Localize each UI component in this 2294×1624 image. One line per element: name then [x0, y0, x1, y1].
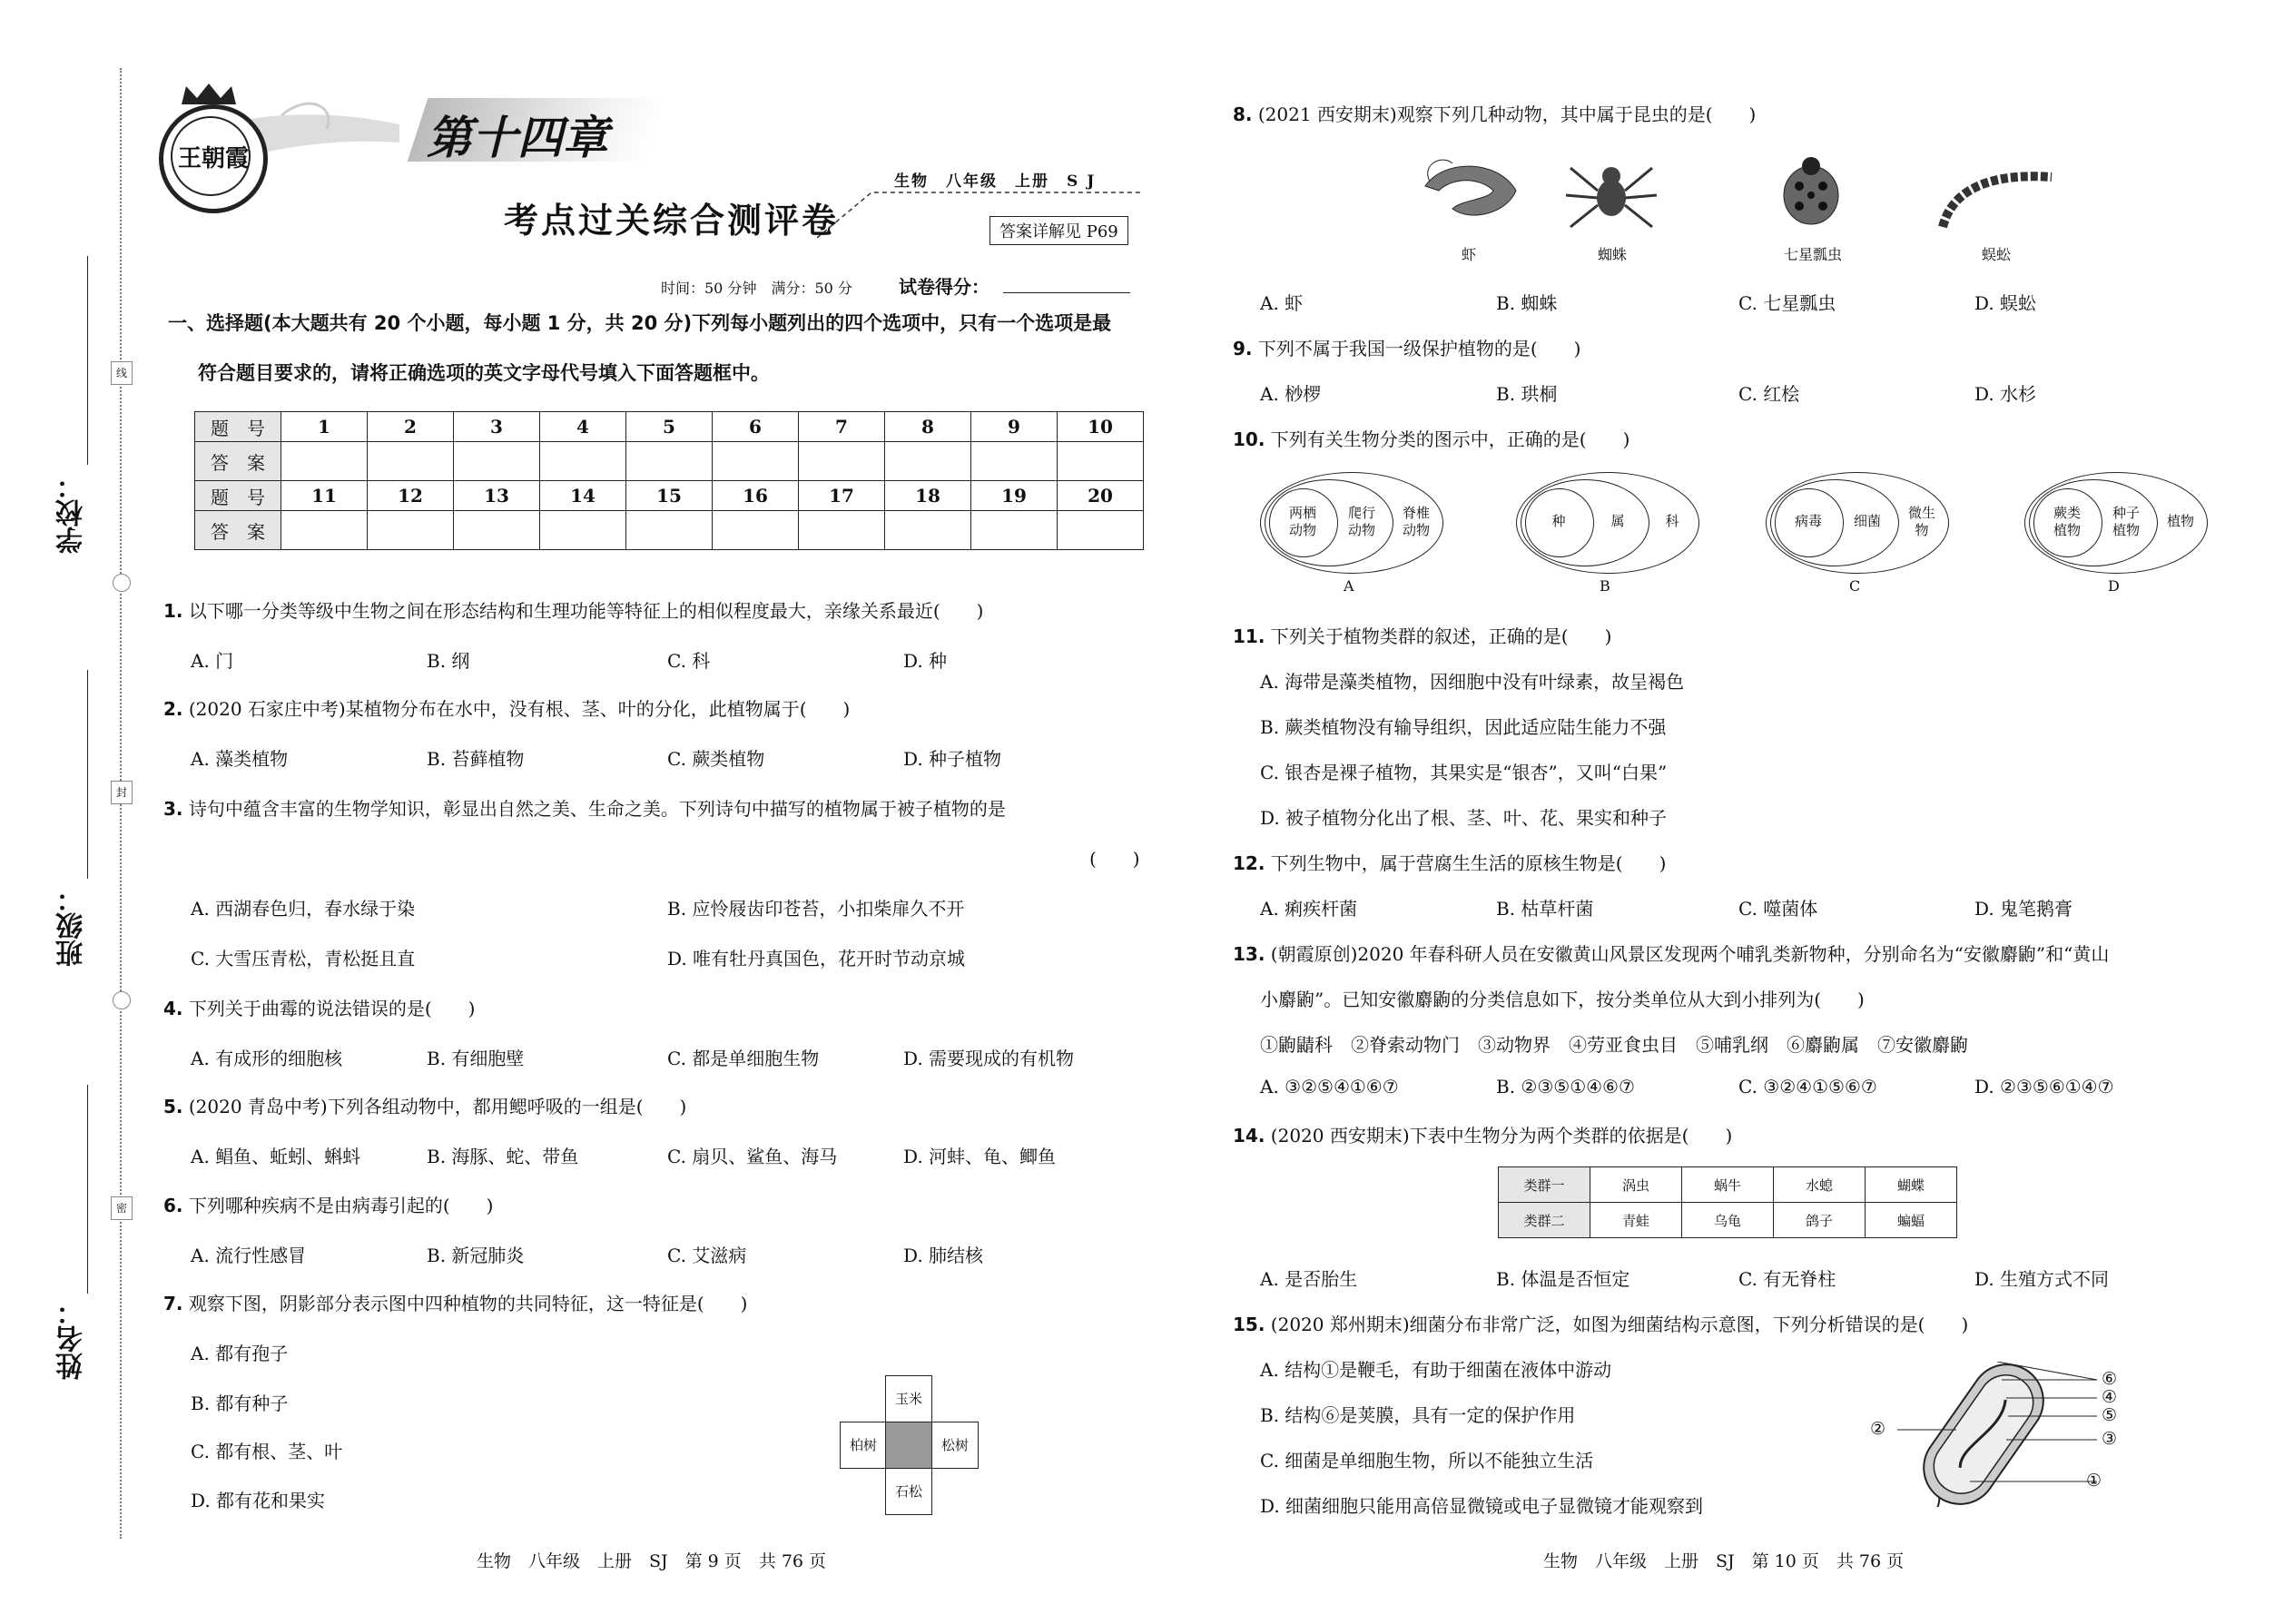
diagram-letter: C: [1849, 577, 1861, 595]
diagram-label: 脊椎 动物: [1402, 505, 1430, 538]
animal-caption: 蜘蛛: [1598, 246, 1628, 263]
option[interactable]: B. 蕨类植物没有输导组织，因此适应陆生能力不强: [1260, 716, 1667, 738]
grid-ans-label: 答 案: [195, 442, 281, 481]
answer-cell[interactable]: [713, 511, 799, 550]
option[interactable]: D. 生殖方式不同: [1974, 1268, 2110, 1290]
option[interactable]: B. 珙桐: [1496, 383, 1558, 405]
cross-bottom: 石松: [885, 1468, 932, 1515]
question-4: 4. 下列关于曲霉的说法错误的是( ): [163, 998, 476, 1019]
option[interactable]: D. 需要现成的有机物: [903, 1048, 1075, 1069]
spider-icon: [1561, 145, 1661, 236]
question-14: 14. (2020 西安期末)下表中生物分为两个类群的依据是( ): [1233, 1125, 1733, 1147]
answer-cell[interactable]: [368, 511, 454, 550]
chapter-title: 第十四章: [427, 112, 608, 164]
option[interactable]: C. 艾滋病: [667, 1245, 747, 1266]
animal-caption: 虾: [1462, 246, 1477, 263]
diagram-label: 种: [1551, 513, 1566, 529]
option[interactable]: C. 都有根、茎、叶: [191, 1441, 343, 1462]
grid-num: 9: [971, 412, 1058, 442]
option[interactable]: C. ③②④①⑤⑥⑦: [1738, 1076, 1877, 1097]
animal-caption: 七星瓢虫: [1784, 246, 1843, 263]
question-2: 2. (2020 石家庄中考)某植物分布在水中，没有根、茎、叶的分化，此植物属于( ): [163, 698, 851, 720]
grid-num: 13: [454, 481, 540, 511]
diagram-letter: D: [2108, 577, 2120, 595]
option[interactable]: D. 被子植物分化出了根、茎、叶、花、果实和种子: [1260, 807, 1668, 829]
name-label: 姓名：: [56, 1298, 88, 1380]
option[interactable]: B. 有细胞壁: [427, 1048, 525, 1069]
crown-icon: [177, 82, 241, 107]
diagram-label: 细菌: [1853, 513, 1881, 529]
binding-hole: [113, 574, 131, 592]
score-label: 试卷得分：: [899, 276, 989, 298]
option[interactable]: B. 体温是否恒定: [1496, 1268, 1630, 1290]
logo-seal: [159, 104, 268, 213]
option[interactable]: A. 鲳鱼、蚯蚓、蝌蚪: [191, 1146, 361, 1167]
option[interactable]: B. 蜘蛛: [1496, 292, 1558, 314]
classify-table: [1498, 1166, 1957, 1238]
bacterium-label: ⑤: [2102, 1405, 2118, 1425]
option[interactable]: D. 河蚌、龟、鲫鱼: [903, 1146, 1057, 1167]
bacterium-label: ①: [2086, 1471, 2102, 1491]
question-11: 11. 下列关于植物类群的叙述，正确的是( ): [1233, 625, 1612, 647]
school-line: [87, 256, 88, 465]
time-score-info: 时间：50 分钟 满分：50 分: [661, 280, 852, 297]
binding-mark: 线: [111, 361, 133, 385]
option[interactable]: C. 大雪压青松，青松挺且直: [191, 948, 416, 969]
diagram-label: 属: [1610, 513, 1625, 529]
option[interactable]: D. 种子植物: [903, 748, 1002, 770]
option[interactable]: D. 蜈蚣: [1974, 292, 2037, 314]
option[interactable]: A. 藻类植物: [191, 748, 289, 770]
option[interactable]: B. 苔藓植物: [427, 748, 525, 770]
option[interactable]: A. 是否胎生: [1260, 1268, 1358, 1290]
diagram-label: 爬行 动物: [1347, 505, 1375, 538]
option[interactable]: C. 噬菌体: [1738, 898, 1818, 920]
option[interactable]: A. 痢疾杆菌: [1260, 898, 1358, 920]
table-cell: 乌龟: [1682, 1203, 1774, 1238]
option[interactable]: C. 有无脊柱: [1738, 1268, 1836, 1290]
question-13: 13. (朝霞原创)2020 年春科研人员在安徽黄山风景区发现两个哺乳类新物种，分别命名为“安徽麝鼩”和“黄山: [1233, 943, 2110, 965]
score-input[interactable]: [1003, 292, 1130, 293]
table-cell: 涡虫: [1590, 1167, 1682, 1203]
grid-num: 16: [713, 481, 799, 511]
option[interactable]: C. 红桧: [1738, 383, 1800, 405]
option[interactable]: D. ②③⑤⑥①④⑦: [1974, 1076, 2114, 1097]
grid-num: 10: [1058, 412, 1144, 442]
diagram-label: 种子 植物: [2112, 505, 2140, 538]
footer-right: 生物 八年级 上册 SJ 第 10 页 共 76 页: [1543, 1551, 1905, 1571]
diagram-label: 病毒: [1794, 513, 1822, 529]
answer-cell[interactable]: [1058, 511, 1144, 550]
binding-mark: 密: [111, 1196, 133, 1220]
option[interactable]: B. 应怜屐齿印苍苔，小扣柴扉久不开: [667, 898, 965, 920]
grid-num: 12: [368, 481, 454, 511]
answer-cell[interactable]: [971, 511, 1058, 550]
diagram-label: 植物: [2166, 513, 2194, 529]
answer-cell[interactable]: [540, 442, 626, 481]
option[interactable]: B. 结构⑥是荚膜，具有一定的保护作用: [1260, 1404, 1576, 1426]
question-6: 6. 下列哪种疾病不是由病毒引起的( ): [163, 1195, 494, 1216]
class-label: 班级：: [56, 885, 88, 967]
option[interactable]: A. 西湖春色归，春水绿于染: [191, 898, 416, 920]
diagram-label: 蕨类 植物: [2053, 505, 2081, 538]
grid-num: 18: [885, 481, 971, 511]
option[interactable]: A. ③②⑤④①⑥⑦: [1260, 1076, 1399, 1097]
grid-ans-label: 答 案: [195, 511, 281, 550]
answer-cell[interactable]: [454, 442, 540, 481]
table-cell: 水螅: [1774, 1167, 1866, 1203]
answer-ref: 答案详解见 P69: [989, 216, 1128, 245]
grid-num: 19: [971, 481, 1058, 511]
option[interactable]: B. 枯草杆菌: [1496, 898, 1594, 920]
grid-num-label: 题 号: [195, 481, 281, 511]
book-meta: 生物 八年级 上册 S J: [894, 172, 1097, 191]
logo-text: 王朝霞: [177, 145, 249, 172]
binding-mark: 封: [111, 781, 133, 804]
grid-num: 15: [626, 481, 713, 511]
cross-left: 柏树: [840, 1422, 887, 1469]
option[interactable]: A. 门: [191, 650, 234, 672]
option[interactable]: A. 有成形的细胞核: [191, 1048, 343, 1069]
question-3: 3. 诗句中蕴含丰富的生物学知识，彰显出自然之美、生命之美。下列诗句中描写的植物属于被子植物的是: [163, 798, 1006, 820]
option[interactable]: C. 银杏是裸子植物，其果实是“银杏”，又叫“白果”: [1260, 762, 1668, 783]
option[interactable]: C. 蕨类植物: [667, 748, 765, 770]
section-instructions-2: 符合题目要求的，请将正确选项的英文字母代号填入下面答题框中。: [198, 362, 770, 384]
question-9: 9. 下列不属于我国一级保护植物的是( ): [1233, 338, 1581, 359]
grid-num: 20: [1058, 481, 1144, 511]
footer-left: 生物 八年级 上册 SJ 第 9 页 共 76 页: [477, 1551, 827, 1571]
table-cell: 鸽子: [1774, 1203, 1866, 1238]
bacterium-diagram: [1870, 1362, 2170, 1507]
option[interactable]: A. 海带是藻类植物，因细胞中没有叶绿素，故呈褐色: [1260, 671, 1685, 693]
option[interactable]: C. 细菌是单细胞生物，所以不能独立生活: [1260, 1450, 1594, 1471]
exam-subtitle: 考点过关综合测评卷: [504, 201, 840, 241]
option[interactable]: A. 都有孢子: [191, 1343, 289, 1364]
answer-cell[interactable]: [1058, 442, 1144, 481]
question-7: 7. 观察下图，阴影部分表示图中四种植物的共同特征，这一特征是( ): [163, 1293, 748, 1314]
grid-num: 14: [540, 481, 626, 511]
answer-cell[interactable]: [368, 442, 454, 481]
answer-cell[interactable]: [885, 442, 971, 481]
animal-caption: 蜈蚣: [1982, 246, 2012, 263]
cross-shaded: [885, 1422, 932, 1469]
class-line: [87, 670, 88, 879]
centipede-icon: [1934, 154, 2061, 236]
shrimp-icon: [1416, 150, 1525, 231]
option[interactable]: B. 新冠肺炎: [427, 1245, 525, 1266]
table-cell: 蝴蝶: [1866, 1167, 1957, 1203]
bacterium-label: ②: [1870, 1419, 1886, 1439]
diagram-label: 两栖 动物: [1288, 505, 1316, 538]
grid-num: 4: [540, 412, 626, 442]
diagram-label: 微生 物: [1907, 505, 1935, 538]
answer-cell[interactable]: [281, 511, 368, 550]
question-5: 5. (2020 青岛中考)下列各组动物中，都用鳃呼吸的一组是( ): [163, 1096, 687, 1117]
answer-paren: ( ): [1089, 848, 1140, 870]
answer-cell[interactable]: [713, 442, 799, 481]
taxonomy-list: ①鼩鼱科 ②脊索动物门 ③动物界 ④劳亚食虫目 ⑤哺乳纲 ⑥麝鼩属 ⑦安徽麝鼩: [1260, 1034, 1968, 1056]
question-8: 8. (2021 西安期末)观察下列几种动物，其中属于昆虫的是( ): [1233, 103, 1757, 125]
option[interactable]: C. 七星瓢虫: [1738, 292, 1836, 314]
question-13-cont: 小麝鼩”。已知安徽麝鼩的分类信息如下，按分类单位从大到小排列为( ): [1260, 989, 1865, 1010]
option[interactable]: D. 种: [903, 650, 948, 672]
cross-top: 玉米: [885, 1375, 932, 1422]
table-cell: 类群一: [1499, 1167, 1590, 1203]
question-1: 1. 以下哪一分类等级中生物之间在形态结构和生理功能等特征上的相似程度最大，亲缘关系最近( ): [163, 600, 984, 622]
option[interactable]: A. 结构①是鞭毛，有助于细菌在液体中游动: [1260, 1359, 1612, 1381]
grid-num: 2: [368, 412, 454, 442]
option[interactable]: C. 都是单细胞生物: [667, 1048, 820, 1069]
option[interactable]: D. 都有花和果实: [191, 1490, 326, 1511]
bacterium-label: ③: [2102, 1429, 2118, 1449]
option[interactable]: D. 肺结核: [903, 1245, 984, 1266]
ladybug-icon: [1770, 150, 1852, 231]
answer-cell[interactable]: [281, 442, 368, 481]
answer-cell[interactable]: [885, 511, 971, 550]
school-label: 学校：: [56, 472, 88, 554]
answer-cell[interactable]: [971, 442, 1058, 481]
option[interactable]: D. 鬼笔鹅膏: [1974, 898, 2073, 920]
answer-cell[interactable]: [540, 511, 626, 550]
name-line: [87, 1085, 88, 1294]
binding-hole: [113, 991, 131, 1009]
option[interactable]: D. 细菌细胞只能用高倍显微镜或电子显微镜才能观察到: [1260, 1495, 1704, 1517]
option[interactable]: D. 水杉: [1974, 383, 2037, 405]
bacterium-label: ⑥: [2102, 1369, 2118, 1389]
table-cell: 蝙蝠: [1866, 1203, 1957, 1238]
grid-num: 17: [799, 481, 885, 511]
diagram-label: 科: [1665, 513, 1679, 529]
answer-cell[interactable]: [799, 442, 885, 481]
grid-num: 5: [626, 412, 713, 442]
option[interactable]: C. 扇贝、鲨鱼、海马: [667, 1146, 838, 1167]
option[interactable]: A. 桫椤: [1260, 383, 1322, 405]
option[interactable]: A. 流行性感冒: [191, 1245, 307, 1266]
diagram-letter: A: [1344, 577, 1354, 595]
cross-right: 松树: [931, 1422, 979, 1469]
answer-cell[interactable]: [799, 511, 885, 550]
option[interactable]: D. 唯有牡丹真国色，花开时节动京城: [667, 948, 966, 969]
table-cell: 类群二: [1499, 1203, 1590, 1238]
option[interactable]: C. 科: [667, 650, 711, 672]
grid-num: 3: [454, 412, 540, 442]
grid-num: 8: [885, 412, 971, 442]
table-cell: 青蛙: [1590, 1203, 1682, 1238]
option[interactable]: B. 都有种子: [191, 1393, 289, 1414]
answer-grid: [194, 411, 1144, 550]
question-15: 15. (2020 郑州期末)细菌分布非常广泛，如图为细菌结构示意图，下列分析错误的是( ): [1233, 1314, 1969, 1335]
question-12: 12. 下列生物中，属于营腐生生活的原核生物是( ): [1233, 852, 1667, 874]
answer-cell[interactable]: [626, 442, 713, 481]
bacterium-label: ④: [2102, 1387, 2118, 1407]
option[interactable]: A. 虾: [1260, 292, 1304, 314]
grid-num: 7: [799, 412, 885, 442]
answer-cell[interactable]: [454, 511, 540, 550]
diagram-letter: B: [1600, 577, 1610, 595]
grid-num: 6: [713, 412, 799, 442]
answer-cell[interactable]: [626, 511, 713, 550]
grid-num: 1: [281, 412, 368, 442]
grid-num-label: 题 号: [195, 412, 281, 442]
table-cell: 蜗牛: [1682, 1167, 1774, 1203]
option[interactable]: B. 纲: [427, 650, 470, 672]
question-10: 10. 下列有关生物分类的图示中，正确的是( ): [1233, 428, 1630, 450]
option[interactable]: B. ②③⑤①④⑥⑦: [1496, 1076, 1635, 1097]
option[interactable]: B. 海豚、蛇、带鱼: [427, 1146, 579, 1167]
section-instructions: 一、选择题(本大题共有 20 个小题，每小题 1 分，共 20 分)下列每小题列出的四个选项中，只有一个选项是最: [168, 312, 1112, 334]
grid-num: 11: [281, 481, 368, 511]
